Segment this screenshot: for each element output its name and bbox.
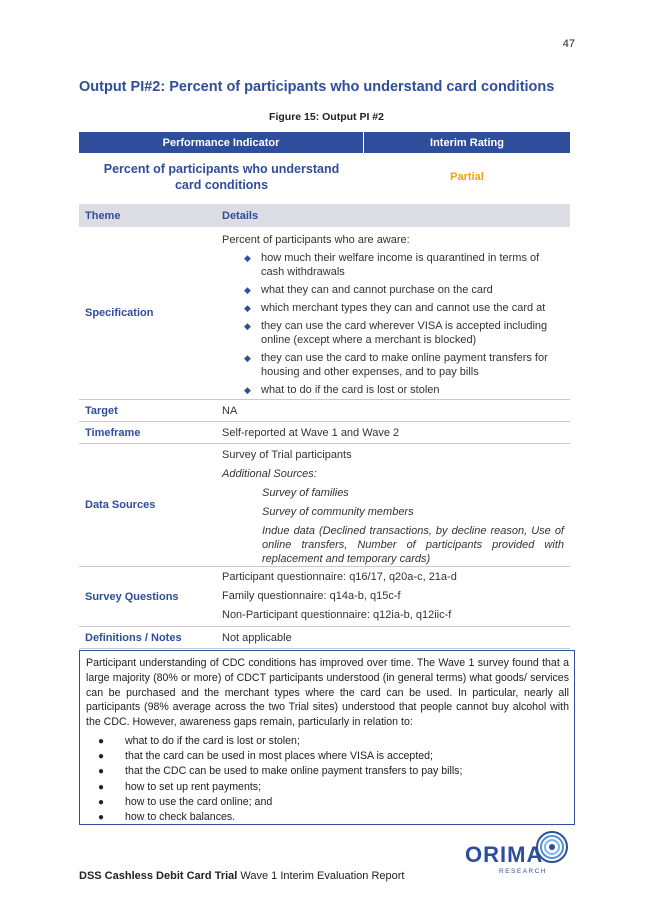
row-survey-questions (79, 567, 570, 627)
bullet-icon: ● (98, 735, 105, 747)
row-definitions (79, 627, 570, 649)
list-item: ◆ they can use the card to make online payment transfers for housing and other expenses, and to pay bills (244, 352, 548, 378)
details-table (79, 204, 570, 649)
diamond-bullet-icon: ◆ (244, 385, 251, 395)
survey-question-line: Non-Participant questionnaire: q12ia-b, q12iic-f (222, 609, 452, 621)
pi-indicator-text: Percent of participants who understand card conditions (103, 162, 340, 192)
bullet-icon: ● (98, 766, 105, 778)
summary-box (79, 650, 575, 825)
page-footer (79, 870, 404, 882)
row-target (79, 400, 570, 422)
diamond-bullet-icon: ◆ (244, 285, 251, 295)
bullet-icon: ● (98, 796, 105, 808)
details-table-header (79, 204, 570, 227)
list-item: ◆ how much their welfare income is quarantined in terms of cash withdrawals (244, 252, 540, 278)
diamond-bullet-icon: ◆ (244, 253, 251, 263)
data-sources-label: Data Sources (85, 499, 156, 511)
definitions-label: Definitions / Notes (85, 631, 182, 644)
additional-source: Survey of families (262, 487, 349, 499)
survey-question-line: Participant questionnaire: q16/17, q20a-c, 21a-d (222, 571, 457, 583)
specification-intro: Percent of participants who are aware: (222, 234, 410, 246)
list-item: ● how to use the card online; and (98, 795, 569, 810)
list-item: ◆ what to do if the card is lost or stolen (244, 384, 440, 396)
footer-subtitle: Wave 1 Interim Evaluation Report (237, 870, 405, 882)
specification-label: Specification (85, 307, 154, 319)
diamond-bullet-icon: ◆ (244, 303, 251, 313)
bullet-icon: ● (98, 751, 105, 763)
additional-sources-label: Additional Sources: (222, 468, 317, 480)
diamond-bullet-icon: ◆ (244, 321, 251, 331)
list-item: ● that the card can be used in most places where VISA is accepted; (98, 749, 569, 764)
definitions-value: Not applicable (222, 631, 292, 644)
logo-wordmark: ORIMA (465, 842, 544, 867)
target-label: Target (85, 404, 118, 417)
list-item: ◆ they can use the card wherever VISA is accepted including online (except where a merchant is blocked) (244, 320, 548, 346)
performance-indicator-table (79, 132, 570, 201)
data-sources-details (222, 444, 570, 566)
pi-header-rating: Interim Rating (430, 136, 504, 149)
header-details: Details (222, 209, 259, 222)
bullet-icon: ● (98, 812, 105, 823)
target-value: NA (222, 404, 238, 417)
section-heading: Output PI#2: Percent of participants who understand card conditions (79, 79, 555, 95)
list-item: ◆ which merchant types they can and cannot use the card at (244, 302, 546, 314)
logo-subtitle: RESEARCH (499, 868, 548, 875)
summary-bullets (86, 734, 569, 825)
list-item: ● what to do if the card is lost or stolen; (98, 734, 569, 749)
row-specification (79, 227, 570, 400)
pi-table-header (79, 132, 570, 153)
survey-questions-label: Survey Questions (85, 590, 179, 603)
survey-question-line: Family questionnaire: q14a-b, q15c-f (222, 590, 401, 602)
row-timeframe (79, 422, 570, 444)
list-item: ● that the CDC can be used to make online payment transfers to pay bills; (98, 764, 569, 779)
timeframe-label: Timeframe (85, 426, 141, 439)
timeframe-value: Self-reported at Wave 1 and Wave 2 (222, 426, 400, 439)
page-number: 47 (562, 38, 575, 50)
summary-text: Participant understanding of CDC conditions has improved over time. The Wave 1 survey found that a large majority (80% or more) of CDCT participants understood (in general terms) what goods/ services can be purchased and the merchant types where the card can be used. In particular, nearly all participants (98% average across the two Trial sites) understood that people cannot buy alcohol with the CDC. However, awareness gaps remain, particularly in relation to: (86, 657, 569, 729)
diamond-bullet-icon: ◆ (244, 353, 251, 363)
row-data-sources (79, 444, 570, 567)
pi-table-row (79, 153, 570, 201)
survey-questions-details (222, 567, 570, 626)
list-item: ● how to check balances. (98, 810, 569, 825)
orima-research-logo (463, 830, 573, 880)
additional-source: Survey of community members (262, 506, 414, 518)
list-item: ◆ what they can and cannot purchase on the card (244, 284, 493, 296)
bullet-icon: ● (98, 781, 105, 793)
additional-source: Indue data (Declined transactions, by decline reason, Use of online transfers, Number of participants provided with replacement and temporary cards) (262, 525, 564, 565)
specification-details (222, 227, 570, 399)
pi-header-indicator: Performance Indicator (79, 132, 364, 153)
interim-rating-value: Partial (450, 171, 484, 183)
header-theme: Theme (85, 209, 121, 222)
data-source-primary: Survey of Trial participants (222, 449, 352, 461)
list-item: ● how to set up rent payments; (98, 780, 569, 795)
footer-title: DSS Cashless Debit Card Trial (79, 870, 238, 882)
figure-caption: Figure 15: Output PI #2 (269, 111, 384, 123)
specification-bullets (222, 251, 570, 397)
